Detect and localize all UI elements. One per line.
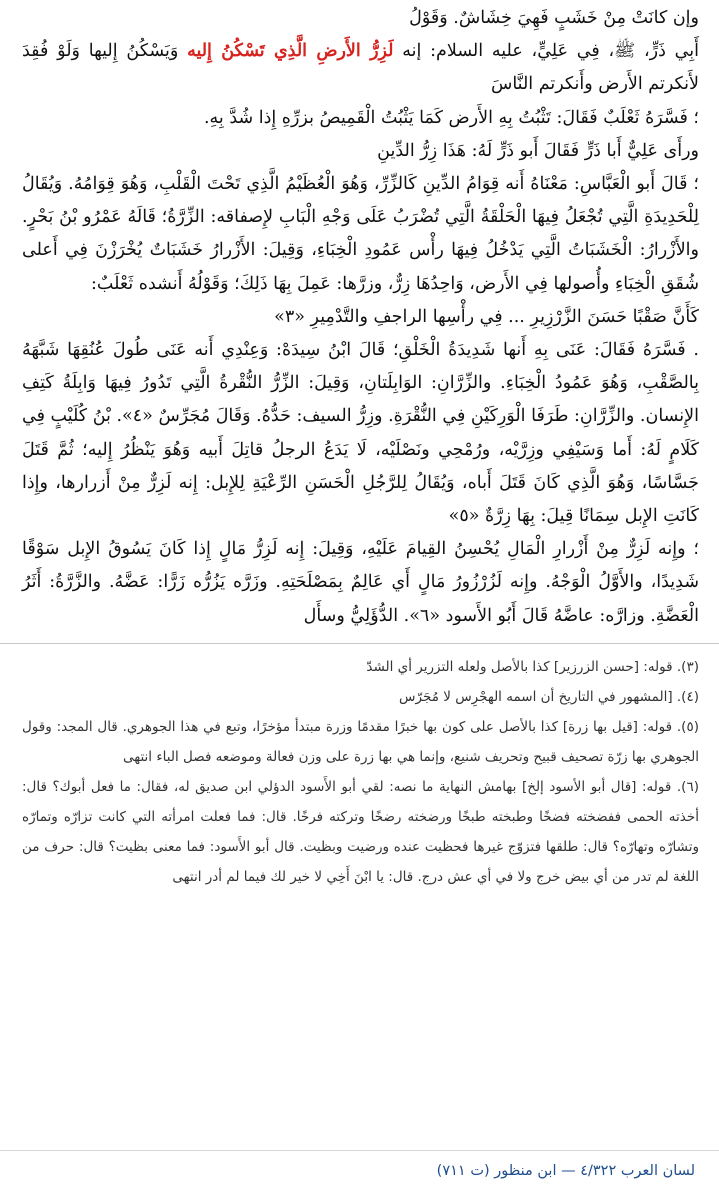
paragraph-1-line-1: وإن كانَتْ مِنْ خَشَبٍ فَهِيَ خِشَاشٌ. وَقَوْلُ [409, 8, 699, 28]
source-citation-link[interactable]: لسان العرب ٤/٣٢٢ — ابن منظور (ت ٧١١) [436, 1163, 695, 1179]
source-citation-bar [0, 1150, 719, 1200]
paragraph-6: ؛ وإِنه لَزِرٌّ مِنْ أَزْرارِ الْمَالِ يُحْسِنُ القِيامَ عَلَيْهِ، وَقِيلَ: إِنه لَزِرُّ مَالٍ إِذا كَانَ يَسُوقُ الإِبل سَوْقًا شَدِيدًا، والأَوَّلُ الْوَجْهُ. وإِنه لَزُرْزُورُ مَالٍ أَي عَالِمٌ بِمَصْلَحَتِهِ. وزَرَّه يَزُرُّه زَرًّا: عَضَّهُ. والزَّرَّةُ: أَثَرُ الْعَضَّةِ. وزارَّه: عاضَّهُ قَالَ أَبُو الأَسود «٦». الدُّؤَلِيُّ وسأَل [22, 539, 699, 626]
paragraph-1-text-a: أَبِي ذَرٍّ، ﷺ، فِي عَلِيٍّ، عليه السلام: إنه [393, 41, 699, 62]
paragraph-3: ورأَى عَلِيٌّ أَبا ذَرٍّ فَقَالَ أَبو ذَرٍّ لَهُ: هَذَا زِرُّ الدِّينِ [377, 140, 699, 161]
footnotes [22, 652, 699, 892]
footnote-separator [0, 643, 719, 644]
footnote-5: (٥). قوله: [قيل بها زرة] كذا بالأصل على كون بها خبرًا مقدمًا وزرة مبتدأ مؤخرًا، وتبع في هذا الجوهري. قال المجد: وقول الجوهري بها زرّة تصحيف قبيح وتحريف شنيع، وإنما هي بها زرة على وزن فعالة وموضعه فصل الباء انتهى [22, 718, 699, 765]
poetry-verse: كَأَنَّ صَقْبًا حَسَنَ الزَّرْزِيرِ ... فِي رأْسِها الراجفِ والتَّدْمِيرِ «٣» [274, 306, 699, 327]
paragraph-1 [22, 2, 699, 102]
main-text [22, 2, 699, 633]
footnote-4: (٤). [المشهور في التاريخ أن اسمه الهجْرِس لا مُجَرّس [399, 688, 699, 705]
paragraph-1-text-b: وَيَسْكُنُ إِليها وَلَوْ فُقِدَ لأَنكرتم الأَرض وأَنكرتم النَّاسَ [22, 41, 699, 95]
paragraph-2: ؛ فَسَّرَهُ ثَعْلَبٌ فَقَالَ: تَثْبُتُ بِهِ الأَرض كَمَا يَثْبُتُ الْقَمِيصُ بزرِّهِ إِذا شُدَّ بِهِ. [203, 107, 699, 128]
paragraph-4: ؛ قَالَ أَبو الْعَبَّاسِ: مَعْنَاهُ أَنه قِوَامُ الدِّينِ كَالزِّرِّ، وَهُوَ الْعُظَيْمُ الَّذِي تَحْتَ الْقَلْبِ، وَهُوَ قِوَامُهُ. وَيُقَالُ لِلْحَدِيدَةِ الَّتِي تُجْعَلُ فِيهَا الْحَلْقَةُ الَّتِي تُضْرَبُ عَلَى وَجْهِ الْبَابِ لإِصفاقه: الزِّرَّةُ؛ قَالَهُ عَمْرُو بْنُ بَحْرٍ. والأَزْرارُ: الْخَشَبَاتُ الَّتِي يَدْخُلُ فِيهَا رأْس عَمُودِ الْخِبَاءِ، وَقِيلَ: الأَزْرارُ خَشَبَاتٌ يُخْرَزْنَ فِي أَعلى شُقَقِ الْخِبَاءِ وأُصولها فِي الأَرض، وَاحِدُهَا زِرٌّ، وزرَّها: عَمِلَ بِهَا ذَلِكَ؛ وَقَوْلُهُ أَنشده ثَعْلَبٌ: [22, 174, 699, 294]
highlighted-phrase: لَزِرُّ الأَرضِ الَّذِي تَسْكُنُ إِليه [187, 41, 394, 62]
footnote-3: (٣). قوله: [حسن الزرزير] كذا بالأصل ولعله التزرير أي الشدّ [366, 658, 699, 675]
footnote-6: (٦). قوله: [قال أبو الأسود إلخ] بهامش النهاية ما نصه: لقي أبو الأَسود الدؤلي ابن صديق له، فقال: ما فعل أبوك؟ قال: أخذته الحمى ففضخته فضخًا وطبخته طبخًا ورضخته رضخًا وتركته فرخًا. قال: فما فعلت امرأته التي كانت تزارّه وتمارّه وتشارّه وتهارّه؟ قال: طلقها فتزوّج غيرها فحظيت عنده ورضيت وبظيت. قال أبو الأَسود: فما معنى بظيت؟ قال: حرف من اللغة لم تدر من أي بيض خرج ولا في أي عش درج. قال: يا ابْنَ أَخِي لا خير لك فيما لم أدر انتهى [22, 778, 699, 885]
paragraph-5: . فَسَّرَهُ فَقَالَ: عَنَى بِهِ أَنها شَدِيدَةُ الْخَلْقِ؛ قَالَ ابْنُ سِيدَهْ: وَعِنْدِي أَنه عَنَى طُولَ عُنُقِهَا شَبَّهَهُ بِالصَّقْبِ، وَهُوَ عَمُودُ الْخِبَاءِ. والزِّرَّانِ: الوَابِلَتانِ، وَقِيلَ: الزِّرُّ النُّقْرةُ الَّتِي تَدُورُ فِيهَا وَابِلَةُ كَتِفِ الإِنسان. والزِّرَّانِ: طَرَفَا الْوَرِكَيْنِ فِي النُّقْرَةِ. وزِرُّ السيف: حَدُّهُ. وَقَالَ مُجَرِّسٌ «٤». بْنُ كُلَيْبٍ فِي كَلَامٍ لَهُ: أَما وَسَيْفِي وزِرَّيْه، ورُمْحِي ونَصْلَيْه، لَا يَدَعُ الرجلُ قاتِلَ أَبيه وَهُوَ يَنْظُرُ إِليه؛ ثُمَّ قَتَلَ جَسَّاسًا، وَهُوَ الَّذِي كَانَ قَتَلَ أَباه، وَيُقَالُ لِلرَّجُلِ الْحَسَنِ الرِّعْيَةِ لِلإِبل: إِنه لَزِرٌّ مِنْ أَزرارها، وإِذا كَانَتِ الإِبل سِمَانًا قِيلَ: بِهَا زِرَّةٌ «٥» [22, 340, 699, 527]
